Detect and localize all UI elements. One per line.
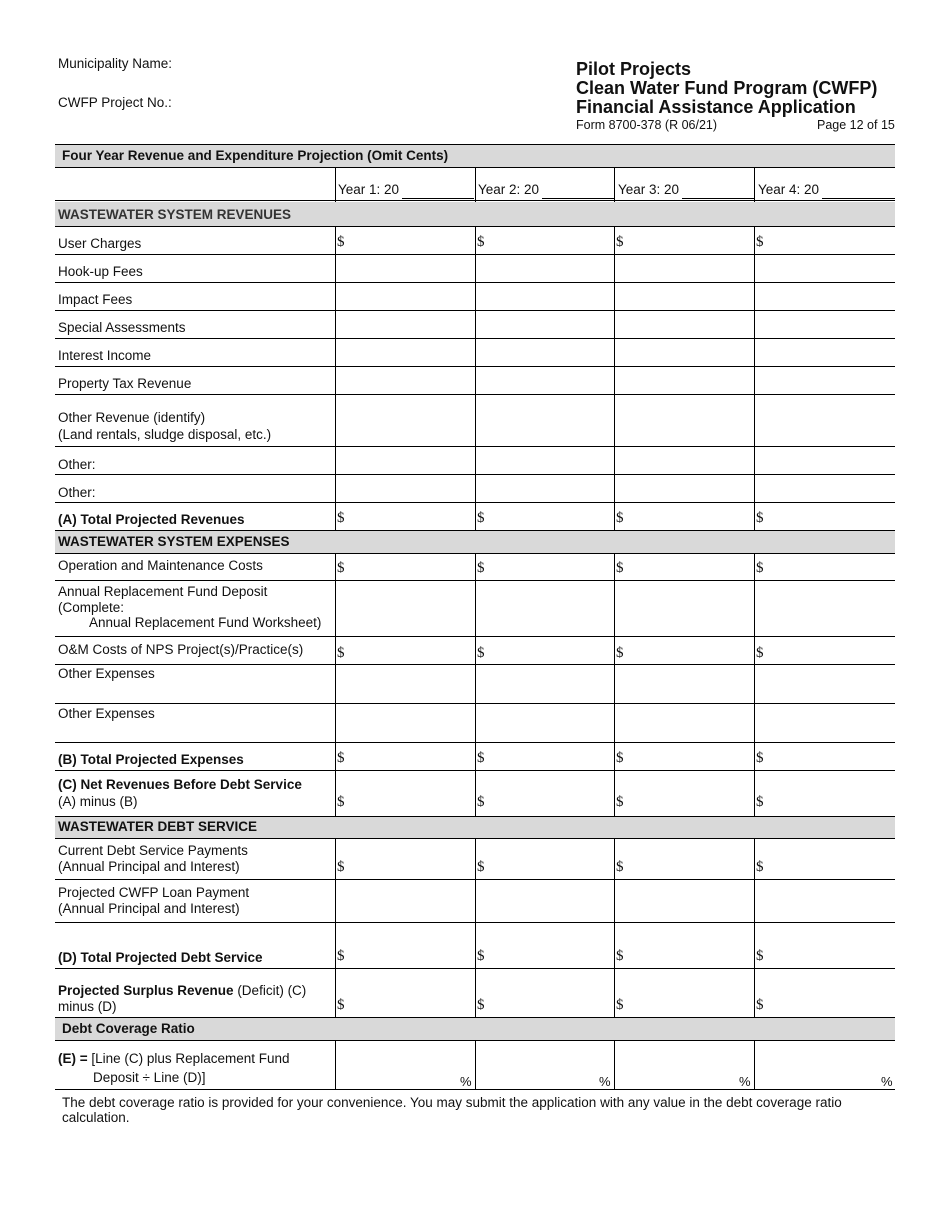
row-current-debt: Current Debt Service Payments (58, 843, 248, 858)
revenues-section-band (55, 202, 895, 226)
page-number: Page 12 of 15 (817, 118, 895, 132)
row-replacement-worksheet: Annual Replacement Fund Worksheet) (89, 615, 322, 630)
dollar-totexp-y1: $ (337, 750, 345, 766)
dollar-totdebt-y3: $ (616, 948, 624, 964)
table-title-band (55, 144, 895, 168)
row-other-a: Other: (58, 457, 96, 472)
row-user-charges: User Charges (58, 236, 142, 251)
dollar-totrev-y4: $ (756, 510, 764, 526)
dollar-surplus-y2: $ (477, 997, 485, 1013)
project-number-label: CWFP Project No.: (58, 95, 172, 110)
dollar-totdebt-y2: $ (477, 948, 485, 964)
row-other-b: Other: (58, 485, 96, 500)
row-ratio (58, 1051, 290, 1067)
percent-y3: % (739, 1074, 751, 1089)
row-replacement-complete: (Complete: (58, 600, 125, 615)
year-3-label: Year 3: 20 (618, 182, 680, 197)
dollar-om-y1: $ (337, 560, 345, 576)
dollar-nps-y2: $ (477, 645, 485, 661)
dollar-curdebt-y4: $ (756, 859, 764, 875)
row-current-debt-note: (Annual Principal and Interest) (58, 859, 240, 874)
municipality-name-label: Municipality Name: (58, 56, 173, 71)
dollar-totrev-y1: $ (337, 510, 345, 526)
form-number: Form 8700-378 (R 06/21) (576, 118, 718, 132)
row-other-revenue: Other Revenue (identify) (58, 410, 206, 425)
year-1-label: Year 1: 20 (338, 182, 400, 197)
dollar-net-y4: $ (756, 794, 764, 810)
dollar-totexp-y3: $ (616, 750, 624, 766)
table-title: Four Year Revenue and Expenditure Projection (Omit Cents) (62, 148, 449, 163)
percent-y2: % (599, 1074, 611, 1089)
debt-section-title: WASTEWATER DEBT SERVICE (58, 819, 258, 834)
row-hookup-fees: Hook-up Fees (58, 264, 143, 279)
dollar-curdebt-y1: $ (337, 859, 345, 875)
dollar-om-y2: $ (477, 560, 485, 576)
dollar-om-y4: $ (756, 560, 764, 576)
row-property-tax: Property Tax Revenue (58, 376, 192, 391)
row-nps-costs: O&M Costs of NPS Project(s)/Practice(s) (58, 642, 304, 657)
dollar-nps-y3: $ (616, 645, 624, 661)
row-other-expenses-a: Other Expenses (58, 666, 155, 681)
row-special-assessments: Special Assessments (58, 320, 186, 335)
dollar-surplus-y3: $ (616, 997, 624, 1013)
year-3-blank[interactable] (682, 198, 754, 199)
row-surplus (58, 983, 306, 999)
dollar-net-y3: $ (616, 794, 624, 810)
row-net-revenues-formula: (A) minus (B) (58, 794, 138, 809)
row-replacement-fund: Annual Replacement Fund Deposit (58, 584, 268, 599)
percent-y4: % (881, 1074, 893, 1089)
year-4-blank[interactable] (822, 198, 895, 199)
dollar-totrev-y2: $ (477, 510, 485, 526)
revenues-section-title: WASTEWATER SYSTEM REVENUES (58, 207, 292, 222)
row-surplus-formula: minus (D) (58, 999, 117, 1014)
row-impact-fees: Impact Fees (58, 292, 133, 307)
dollar-net-y1: $ (337, 794, 345, 810)
expenses-section-title: WASTEWATER SYSTEM EXPENSES (58, 534, 290, 549)
row-ratio-rest: [Line (C) plus Replacement Fund (87, 1051, 290, 1066)
header-title-3: Financial Assistance Application (576, 97, 856, 117)
dollar-surplus-y1: $ (337, 997, 345, 1013)
row-total-debt: (D) Total Projected Debt Service (58, 950, 263, 965)
dollar-totrev-y3: $ (616, 510, 624, 526)
ratio-section-title: Debt Coverage Ratio (62, 1021, 195, 1036)
ratio-section-band (55, 1018, 895, 1040)
dollar-totdebt-y1: $ (337, 948, 345, 964)
row-cwfp-loan: Projected CWFP Loan Payment (58, 885, 250, 900)
year-4-label: Year 4: 20 (758, 182, 820, 197)
row-net-revenues: (C) Net Revenues Before Debt Service (58, 777, 302, 792)
row-surplus-rest: (Deficit) (C) (233, 983, 307, 998)
dollar-nps-y4: $ (756, 645, 764, 661)
dollar-totexp-y4: $ (756, 750, 764, 766)
year-1-blank[interactable] (402, 198, 474, 199)
row-total-expenses: (B) Total Projected Expenses (58, 752, 244, 767)
percent-y1: % (460, 1074, 472, 1089)
dollar-nps-y1: $ (337, 645, 345, 661)
row-other-expenses-b: Other Expenses (58, 706, 155, 721)
dollar-user-y2: $ (477, 234, 485, 250)
expenses-section-band (55, 531, 895, 553)
dollar-totexp-y2: $ (477, 750, 485, 766)
row-surplus-bold: Projected Surplus Revenue (58, 983, 234, 998)
dollar-om-y3: $ (616, 560, 624, 576)
year-2-blank[interactable] (542, 198, 614, 199)
debt-section-band (55, 816, 895, 838)
year-2-label: Year 2: 20 (478, 182, 540, 197)
row-om-costs: Operation and Maintenance Costs (58, 558, 263, 573)
dollar-curdebt-y2: $ (477, 859, 485, 875)
dollar-net-y2: $ (477, 794, 485, 810)
footnote: The debt coverage ratio is provided for your convenience. You may submit the application with any value in the debt coverage ratio calculation. (62, 1095, 842, 1125)
dollar-user-y1: $ (337, 234, 345, 250)
row-other-revenue-note: (Land rentals, sludge disposal, etc.) (58, 427, 272, 442)
dollar-totdebt-y4: $ (756, 948, 764, 964)
row-interest-income: Interest Income (58, 348, 152, 363)
dollar-user-y4: $ (756, 234, 764, 250)
header-title-2: Clean Water Fund Program (CWFP) (576, 78, 878, 98)
dollar-user-y3: $ (616, 234, 624, 250)
row-cwfp-loan-note: (Annual Principal and Interest) (58, 901, 240, 916)
dollar-curdebt-y3: $ (616, 859, 624, 875)
header-title-1: Pilot Projects (576, 59, 692, 79)
row-ratio-formula: Deposit ÷ Line (D)] (93, 1070, 206, 1085)
row-ratio-bold: (E) = (58, 1051, 88, 1066)
row-total-revenues: (A) Total Projected Revenues (58, 512, 245, 527)
dollar-surplus-y4: $ (756, 997, 764, 1013)
